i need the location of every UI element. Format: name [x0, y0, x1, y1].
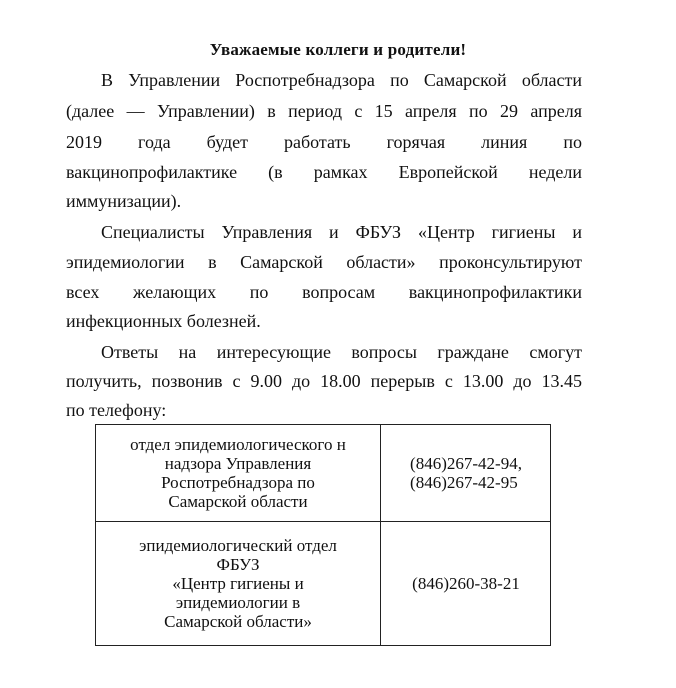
org-line: отдел эпидемиологического н: [130, 435, 346, 454]
p3-line-1: Ответы на интересующие вопросы граждане смогут: [101, 342, 582, 362]
p1-line-5: иммунизации).: [66, 191, 182, 211]
org-line: эпидемиологический отдел: [139, 536, 337, 555]
p3-line-3: по телефону:: [66, 400, 167, 420]
p3-line-2: получить, позвонив с 9.00 до 18.00 перерыв с 13.00 до 13.45: [66, 371, 582, 391]
phone-cell: [382, 425, 550, 521]
org-line: Самарской области: [168, 492, 308, 511]
p1-line-2: (далее — Управлении) в период с 15 апреля по 29 апреля: [66, 101, 582, 121]
p1-line-3: 2019 года будет работать горячая линия по: [66, 132, 582, 152]
org-line: надзора Управления: [164, 454, 312, 473]
phone-number: (846)260-38-21: [412, 574, 520, 593]
p2-line-2: эпидемиологии в Самарской области» проконсультируют: [66, 252, 582, 272]
p2-line-4: инфекционных болезней.: [66, 311, 261, 331]
org-line: эпидемиологии в: [175, 593, 301, 612]
org-line: «Центр гигиены и: [172, 574, 304, 593]
org-line: ФБУЗ: [216, 555, 260, 574]
org-cell: [96, 522, 380, 645]
p2-line-1: Специалисты Управления и ФБУЗ «Центр гигиены и: [101, 222, 582, 242]
p1-line-1: В Управлении Роспотребнадзора по Самарской области: [101, 70, 582, 90]
page-title: Уважаемые коллеги и родители!: [209, 40, 467, 59]
org-line: Самарской области»: [164, 612, 312, 631]
phone-number: (846)267-42-94,: [410, 454, 522, 473]
contacts-table: [95, 424, 551, 646]
table-row: [96, 425, 550, 522]
table-row: [96, 522, 550, 645]
org-cell: [96, 425, 380, 521]
phone-number: (846)267-42-95: [410, 473, 518, 492]
p2-line-3: всех желающих по вопросам вакцинопрофилактики: [66, 282, 582, 302]
p1-line-4: вакцинопрофилактике (в рамках Европейской недели: [66, 162, 582, 182]
phone-cell: [382, 522, 550, 645]
org-line: Роспотребнадзора по: [161, 473, 315, 492]
